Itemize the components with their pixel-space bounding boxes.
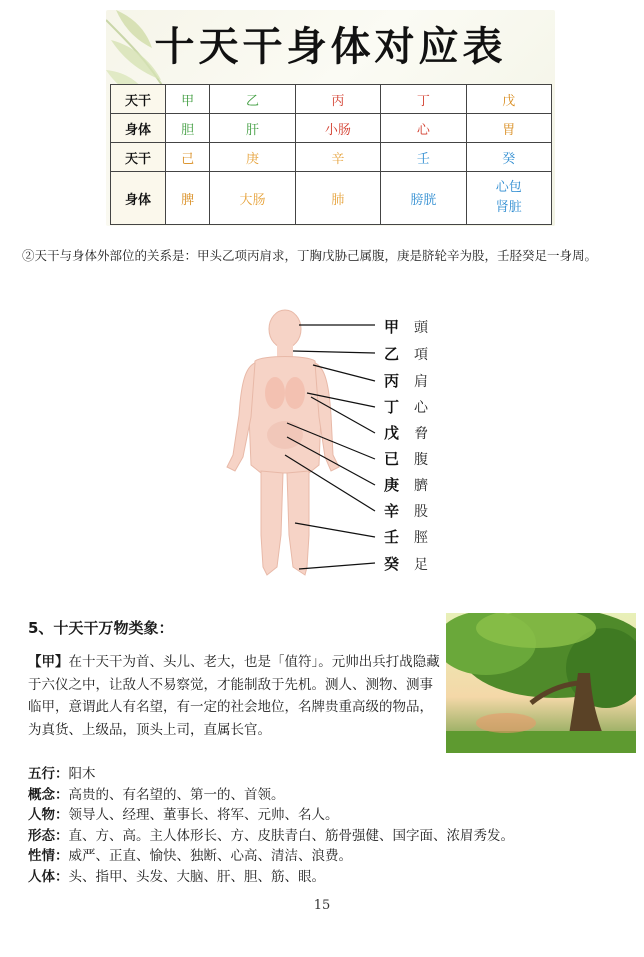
row-header: 天干 [111, 85, 166, 114]
body-part-label: 項 [414, 347, 428, 363]
attr-key: 五行： [28, 766, 69, 782]
table-cell: 甲 [166, 85, 210, 114]
stem-label: 乙 [384, 345, 400, 363]
body-part-label: 脛 [414, 530, 428, 546]
attr-value: 直、方、高。主人体形长、方、皮肤青白、筋骨强健、国字面、浓眉秀发。 [68, 827, 514, 844]
stem-label: 庚 [384, 476, 400, 494]
intro-text: ②天干与身体外部位的关系是：甲头乙项丙肩求，丁胸戊胁己属腹，庚是脐轮辛为股，壬胫癸足一身周。 [22, 248, 598, 263]
stem-label: 戊 [384, 424, 400, 442]
stem-label: 壬 [384, 528, 400, 546]
table-row [111, 143, 552, 172]
attr-row [28, 785, 638, 806]
attr-value: 领导人、经理、董事长、将军、元帅、名人。 [68, 807, 339, 823]
stem-label: 辛 [384, 502, 400, 520]
tree-illustration-icon [446, 613, 636, 753]
attr-key: 形态： [28, 827, 69, 844]
attr-row [28, 826, 638, 847]
table-cell: 辛 [295, 143, 380, 172]
attr-value: 威严、正直、愉快、独断、心高、清洁、浪费。 [68, 848, 352, 864]
table-cell: 戊 [466, 85, 551, 114]
attr-value: 高贵的、有名望的、第一的、首领。 [68, 786, 285, 803]
table-cell-line: 肾脏 [495, 200, 522, 215]
table-row [111, 172, 552, 225]
attr-row [28, 867, 638, 888]
body-part-label: 脅 [414, 426, 428, 442]
table-cell: 庚 [210, 143, 295, 172]
stem-label: 已 [384, 450, 400, 468]
page-title: 十天干身体对应表 [154, 24, 507, 70]
table-cell: 小肠 [295, 114, 380, 143]
attr-row [28, 805, 638, 826]
table-cell: 大肠 [210, 172, 295, 225]
attr-row [28, 846, 638, 867]
table-cell: 心 [381, 114, 466, 143]
table-cell: 癸 [466, 143, 551, 172]
body-part-label: 臍 [414, 478, 428, 494]
row-header: 身体 [111, 114, 166, 143]
table-cell: 膀胱 [381, 172, 466, 225]
body-part-label: 頭 [414, 320, 428, 336]
body-part-label: 股 [414, 504, 428, 520]
row-header: 身体 [111, 172, 166, 225]
table-cell: 脾 [166, 172, 210, 225]
attributes-list [28, 764, 638, 887]
page-number: 15 [313, 898, 331, 913]
table-cell: 丙 [295, 85, 380, 114]
table-cell: 肺 [295, 172, 380, 225]
section-title: 5、十天干万物类象： [28, 619, 174, 637]
attr-value: 头、指甲、头发、大脑、肝、胆、筋、眼。 [68, 868, 325, 885]
body-part-label: 腹 [414, 452, 428, 468]
stem-label: 癸 [384, 555, 400, 573]
table-row [111, 114, 552, 143]
stem-label: 甲 [384, 318, 400, 336]
table-cell: 己 [166, 143, 210, 172]
table-cell: 胃 [466, 114, 551, 143]
correspondence-table [110, 84, 552, 225]
table-cell: 壬 [381, 143, 466, 172]
stem-label: 丙 [384, 372, 400, 390]
attr-key: 性情： [28, 848, 69, 864]
table-cell: 胆 [166, 114, 210, 143]
human-body-diagram [215, 305, 445, 590]
attr-key: 人物： [28, 807, 69, 823]
attr-value: 阳木 [68, 766, 96, 782]
row-header: 天干 [111, 143, 166, 172]
attr-key: 人体： [28, 868, 69, 885]
table-cell-line: 心包 [495, 180, 522, 195]
attr-row [28, 764, 638, 785]
stem-label: 丁 [384, 398, 400, 416]
jia-paragraph [28, 651, 446, 741]
body-part-label: 心 [414, 400, 428, 416]
body-part-label: 肩 [414, 374, 428, 390]
body-silhouette-icon [227, 310, 339, 575]
paragraph-text: 在十天干为首、头儿、老大，也是「值符」。元帅出兵打战隐藏于六仪之中，让敌人不易察觉，才能制敌于先机。测人、测物、测事临甲，意谓此人有名望，有一定的社会地位，名牌贵重高级的物品，为真货、上级品，顶头上司，直属长官。 [28, 654, 440, 738]
table-cell: 丁 [381, 85, 466, 114]
attr-key: 概念： [28, 786, 69, 803]
body-part-label: 足 [414, 557, 428, 573]
table-row [111, 85, 552, 114]
table-cell: 乙 [210, 85, 295, 114]
paragraph-lead: 【甲】 [28, 654, 69, 670]
table-cell: 肝 [210, 114, 295, 143]
table-cell-multiline [466, 172, 551, 225]
